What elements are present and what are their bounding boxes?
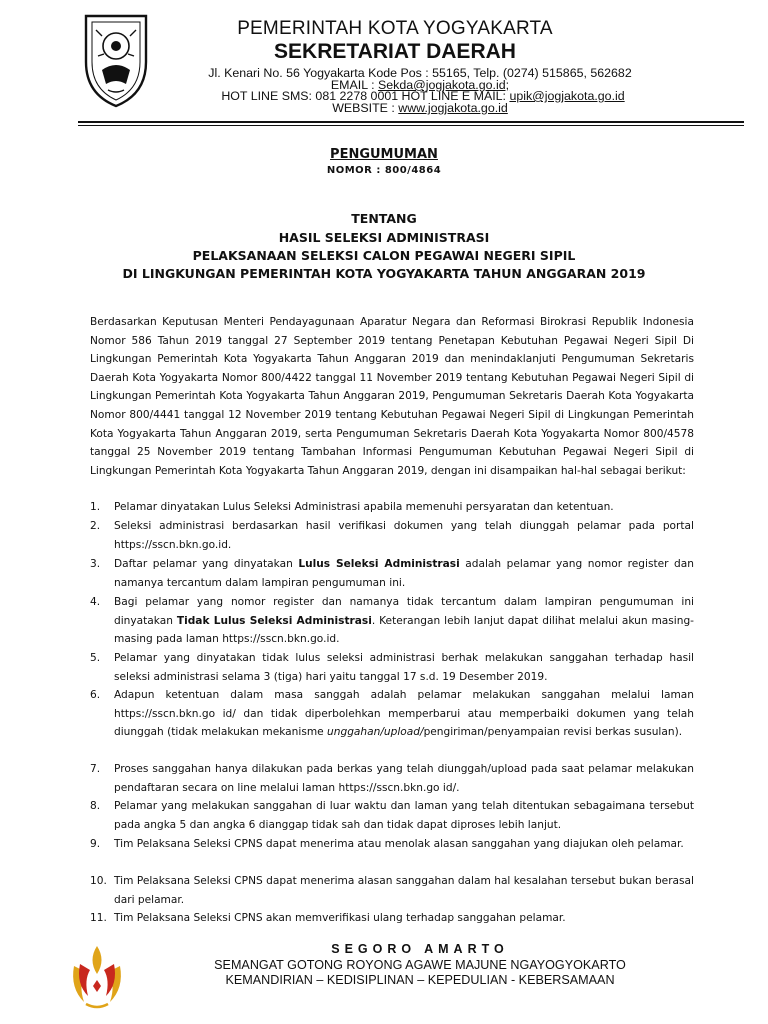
city-emblem-logo — [80, 10, 152, 110]
list-item — [90, 517, 694, 554]
item-text-bold: Lulus Seleksi Administrasi — [298, 558, 460, 570]
item-number: 11. — [90, 912, 107, 924]
letterhead-government: PEMERINTAH KOTA YOGYAKARTA — [237, 18, 553, 39]
item-number: 7. — [90, 763, 101, 775]
item-text-pre: Daftar pelamar yang dinyatakan — [114, 558, 299, 570]
item-text: Pelamar yang melakukan sanggahan di luar waktu dan laman yang telah ditentukan sebagaimana tersebut pada angka 5 dan angka 6 dianggap tidak sah dan tidak dapat diproses lebih lanjut. — [114, 800, 694, 831]
letterhead-address: Jl. Kenari No. 56 Yogyakarta Kode Pos : 55165, Telp. (0274) 515865, 562682 — [208, 66, 632, 80]
item-text: Tim Pelaksana Seleksi CPNS dapat menerima alasan sanggahan dalam hal kesalahan tersebut bukan berasal dari pelamar. — [114, 875, 694, 906]
item-number: 6. — [90, 689, 101, 701]
letterhead-website-line — [190, 101, 650, 115]
item-number: 1. — [90, 501, 101, 513]
list-item — [90, 872, 694, 909]
website-label: WEBSITE : — [332, 101, 399, 115]
announcement-title: PENGUMUMAN — [330, 147, 438, 162]
item-number: 3. — [90, 558, 101, 570]
item-text-bold: Tidak Lulus Seleksi Administrasi — [176, 614, 372, 627]
item-text-post: pengiriman/penyampaian revisi berkas susulan). — [423, 726, 683, 739]
item-text: Tim Pelaksana Seleksi CPNS akan memverifikasi ulang terhadap sanggahan pelamar. — [114, 912, 566, 924]
hotline-text: HOT LINE SMS: 081 2278 0001 HOT LINE E MAIL: — [221, 89, 510, 103]
item-number: 2. — [90, 520, 101, 532]
item-number: 5. — [90, 652, 101, 664]
list-item — [90, 593, 694, 649]
item-number: 4. — [90, 596, 101, 608]
item-text-pre: Bagi pelamar yang nomor register dan namanya tidak tercantum dalam lampiran pengumuman ini dinyatakan — [114, 596, 694, 627]
hotline-email-link[interactable]: upik@jogjakota.go.id — [509, 89, 625, 103]
footer-motto: SEGORO AMARTO — [331, 942, 509, 956]
subject-line: TENTANG — [351, 211, 417, 226]
item-text — [114, 593, 694, 649]
item-number: 9. — [90, 838, 101, 850]
announcement-number: NOMOR : 800/4864 — [326, 165, 442, 176]
subject-line: DI LINGKUNGAN PEMERINTAH KOTA YOGYAKARTA TAHUN ANGGARAN 2019 — [122, 266, 646, 281]
email-link[interactable]: Sekda@jogjakota.go.id; — [377, 78, 510, 92]
list-item — [90, 555, 694, 592]
list-item — [90, 649, 694, 686]
item-text: Proses sanggahan hanya dilakukan pada berkas yang telah diunggah/upload pada saat pelamar melakukan pendaftaran secara on line melalui laman https://sscn.bkn.go id/. — [114, 763, 694, 794]
list-item — [90, 797, 694, 834]
list-item — [90, 909, 694, 928]
item-text-italic: unggahan/upload/ — [327, 726, 424, 739]
item-number: 8. — [90, 800, 101, 812]
item-text: Pelamar yang dinyatakan tidak lulus seleksi administrasi berhak melakukan sanggahan terhadap hasil seleksi administrasi selama 3 (tiga) hari yaitu tanggal 17 s.d. 19 Desember 2019. — [114, 652, 694, 683]
item-text: Tim Pelaksana Seleksi CPNS dapat menerima atau menolak alasan sanggahan yang diajukan oleh pelamar. — [114, 838, 684, 850]
item-text — [114, 686, 694, 742]
letterhead-office: SEKRETARIAT DAERAH — [274, 40, 516, 63]
email-label: EMAIL : — [330, 78, 378, 92]
list-item — [90, 760, 694, 797]
item-text: Seleksi administrasi berdasarkan hasil verifikasi dokumen yang telah diunggah pelamar pada portal https://sscn.bkn.go.id. — [114, 520, 694, 551]
item-text — [114, 555, 694, 592]
footer-tagline-1: SEMANGAT GOTONG ROYONG AGAWE MAJUNE NGAYOGYOKARTO — [214, 958, 626, 972]
website-link[interactable]: www.jogjakota.go.id — [398, 101, 508, 115]
item-number: 10. — [90, 875, 107, 887]
item-text-pre: Adapun ketentuan dalam masa sanggah adalah pelamar melakukan sanggahan melalui laman https://sscn.bkn.go id/ dan tidak diperbolehkan memperbarui atau memperbaiki dokumen yang telah diunggah (tidak melakukan mekanisme — [114, 689, 694, 739]
item-text-post: adalah pelamar yang nomor register dan namanya tercantum dalam lampiran pengumuman ini. — [114, 558, 694, 589]
item-text: Pelamar dinyatakan Lulus Seleksi Administrasi apabila memenuhi persyaratan dan ketentuan. — [114, 501, 614, 513]
list-item — [90, 835, 694, 854]
list-item — [90, 686, 694, 742]
segoro-amarto-logo — [68, 944, 126, 1010]
footer-tagline-2: KEMANDIRIAN – KEDISIPLINAN – KEPEDULIAN - KEBERSAMAAN — [225, 973, 615, 987]
subject-line: HASIL SELEKSI ADMINISTRASI — [278, 230, 490, 245]
item-text-post: . Keterangan lebih lanjut dapat dilihat melalui akun masing-masing pada laman https://sscn.bkn.go.id. — [114, 614, 694, 646]
intro-paragraph: Berdasarkan Keputusan Menteri Pendayagunaan Aparatur Negara dan Reformasi Birokrasi Republik Indonesia Nomor 586 Tahun 2019 tanggal 27 September 2019 tentang Penetapan Kebutuhan Pegawai Negeri Sipil Di Lingkungan Pemerintah Kota Yogyakarta Tahun Anggaran 2019 dan menindaklanjuti Pengumuman Sekretaris Daerah Kota Yogyakarta Nomor 800/4422 tanggal 11 November 2019 tentang Kebutuhan Pegawai Negeri Sipil di Lingkungan Pemerintah Kota Yogyakarta Tahun Anggaran 2019, Pengumuman Sekretaris Daerah Kota Yogyakarta Nomor 800/4441 tanggal 12 November 2019 tentang Kebutuhan Pegawai Negeri Sipil di Lingkungan Pemerintah Kota Yogyakarta Tahun Anggaran 2019, serta Pengumuman Sekretaris Daerah Kota Yogyakarta Nomor 800/4578 tanggal 25 November 2019 tentang Tambahan Informasi Pengumuman Kebutuhan Pegawai Negeri Sipil di Lingkungan Pemerintah Kota Yogyakarta Tahun Anggaran 2019, dengan ini disampaikan hal-hal sebagai berikut: — [90, 316, 694, 477]
subject-line: PELAKSANAAN SELEKSI CALON PEGAWAI NEGERI SIPIL — [192, 248, 576, 263]
list-item — [90, 498, 694, 517]
letterhead-divider-thin — [78, 125, 744, 126]
letterhead-divider — [78, 121, 744, 123]
